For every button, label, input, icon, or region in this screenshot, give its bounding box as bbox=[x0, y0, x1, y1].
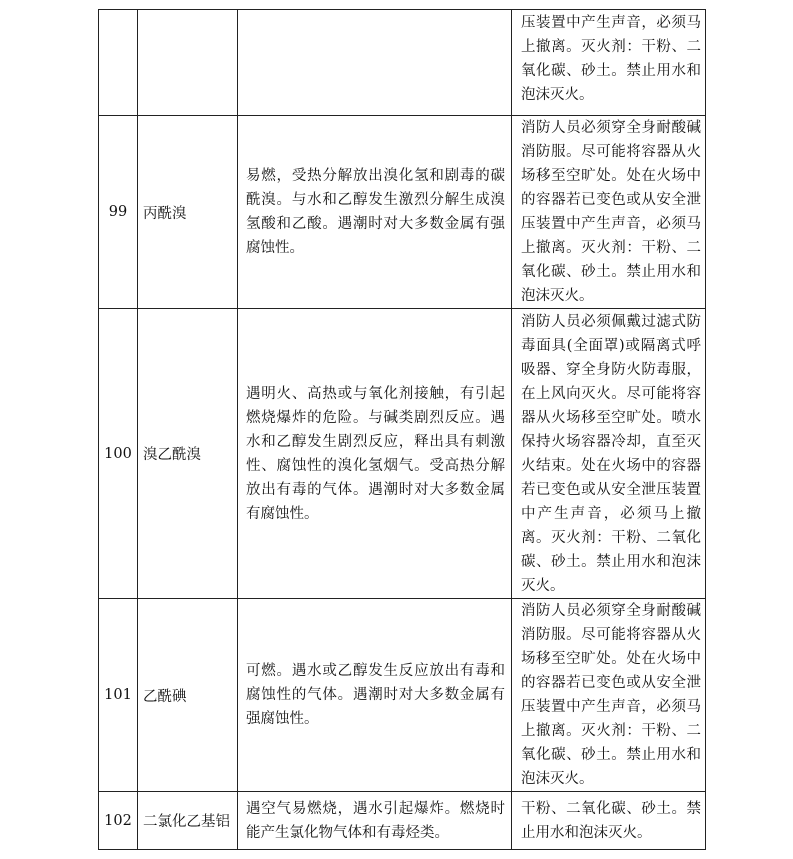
firefighting-measures: 消防人员必须穿全身耐酸碱消防服。尽可能将容器从火场移至空旷处。处在火场中的容器若已变色或从安全泄压装置中产生声音，必须马上撤离。灭火剂：干粉、二氧化碳、砂土。禁止用水和泡沫灭火。 bbox=[512, 116, 706, 309]
row-number: 102 bbox=[99, 792, 138, 850]
row-number: 100 bbox=[99, 309, 138, 599]
table-row bbox=[99, 116, 706, 309]
firefighting-measures: 消防人员必须穿全身耐酸碱消防服。尽可能将容器从火场移至空旷处。处在火场中的容器若已变色或从安全泄压装置中产生声音，必须马上撤离。灭火剂：干粉、二氧化碳、砂土。禁止用水和泡沫灭火。 bbox=[512, 599, 706, 792]
hazard-description: 遇明火、高热或与氧化剂接触，有引起燃烧爆炸的危险。与碱类剧烈反应。遇水和乙醇发生剧烈反应，释出具有刺激性、腐蚀性的溴化氢烟气。受高热分解放出有毒的气体。遇潮时对大多数金属有腐蚀性。 bbox=[238, 309, 512, 599]
hazard-description: 易燃，受热分解放出溴化氢和剧毒的碳酰溴。与水和乙醇发生激烈分解生成溴氢酸和乙酸。遇潮时对大多数金属有强腐蚀性。 bbox=[238, 116, 512, 309]
table-row bbox=[99, 792, 706, 850]
row-number bbox=[99, 10, 138, 116]
hazard-description bbox=[238, 10, 512, 116]
hazard-description: 可燃。遇水或乙醇发生反应放出有毒和腐蚀性的气体。遇潮时对大多数金属有强腐蚀性。 bbox=[238, 599, 512, 792]
firefighting-measures: 干粉、二氧化碳、砂土。禁止用水和泡沫灭火。 bbox=[512, 792, 706, 850]
firefighting-measures: 消防人员必须佩戴过滤式防毒面具(全面罩)或隔离式呼吸器、穿全身防火防毒服，在上风向灭火。尽可能将容器从火场移至空旷处。喷水保持火场容器冷却，直至灭火结束。处在火场中的容器若已变色或从安全泄压装置中产生声音，必须马上撤离。灭火剂：干粉、二氧化碳、砂土。禁止用水和泡沫灭火。 bbox=[512, 309, 706, 599]
firefighting-measures: 压装置中产生声音，必须马上撤离。灭火剂：干粉、二氧化碳、砂土。禁止用水和泡沫灭火。 bbox=[512, 10, 706, 116]
chemical-name bbox=[138, 10, 238, 116]
table-row bbox=[99, 599, 706, 792]
row-number: 99 bbox=[99, 116, 138, 309]
chemical-name: 二氯化乙基铝 bbox=[138, 792, 238, 850]
hazard-description: 遇空气易燃烧，遇水引起爆炸。燃烧时能产生氯化物气体和有毒烃类。 bbox=[238, 792, 512, 850]
row-number: 101 bbox=[99, 599, 138, 792]
chemical-name: 溴乙酰溴 bbox=[138, 309, 238, 599]
hazard-table bbox=[98, 9, 706, 850]
table-row bbox=[99, 10, 706, 116]
table-row bbox=[99, 309, 706, 599]
chemical-name: 乙酰碘 bbox=[138, 599, 238, 792]
chemical-name: 丙酰溴 bbox=[138, 116, 238, 309]
